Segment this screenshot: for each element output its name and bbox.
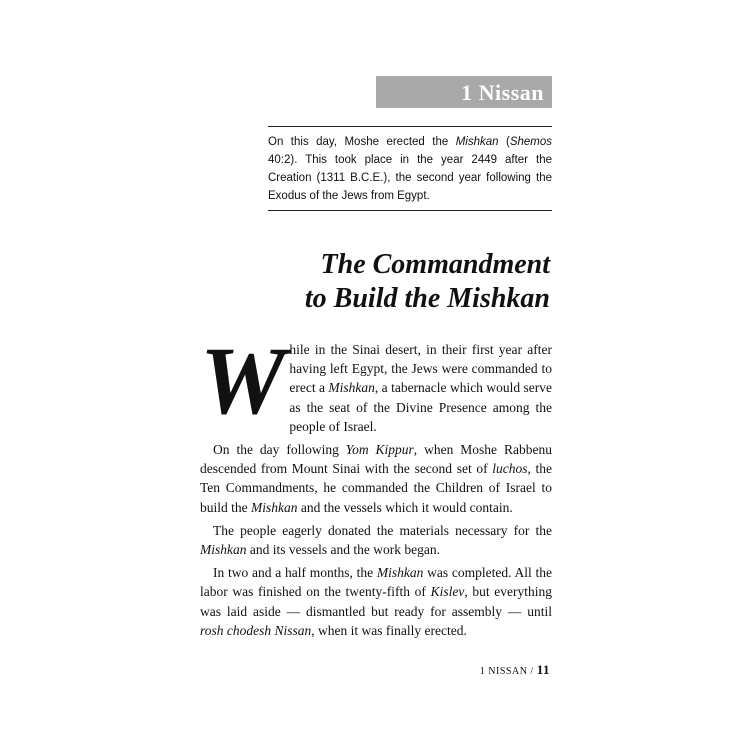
paragraph-emphasis: Mishkan <box>376 565 424 581</box>
page-footer <box>480 662 550 678</box>
body-text <box>200 327 553 640</box>
paragraph-text: , when it was finally erected. <box>311 622 467 638</box>
paragraph-text: , but everything was laid aside — dismantled but ready for assembly — until <box>200 584 553 619</box>
chapter-title-line-1: The Commandment <box>320 249 550 280</box>
chapter-title-line-2: to Build the Mishkan <box>304 283 550 314</box>
running-head: 1 NISSAN / <box>479 666 537 677</box>
paragraph-text: On the day following <box>213 442 346 458</box>
paragraph-emphasis: Kislev <box>430 584 465 600</box>
page-number: 11 <box>536 662 550 677</box>
paragraph-1 <box>200 327 552 436</box>
paragraph-emphasis: luchos <box>492 461 528 477</box>
paragraph-emphasis: Mishkan <box>328 380 375 396</box>
paragraph-text: The people eagerly donated the materials necessary for the <box>213 522 552 538</box>
intro-text: ( <box>498 136 510 148</box>
paragraph-text: , the Ten Commandments, he commanded the Children of Israel to build the <box>200 461 552 515</box>
paragraph-4 <box>200 563 552 640</box>
paragraph-emphasis: Mishkan <box>251 499 298 515</box>
intro-text: 40:2). This took place in the year 2449 after the Creation (1311 B.C.E.), the second year following the Exodus of the Jews from Egypt. <box>268 154 552 202</box>
paragraph-3 <box>200 521 552 559</box>
paragraph-text: In two and a half months, the <box>213 565 377 581</box>
paragraph-text: and its vessels and the work began. <box>246 542 440 558</box>
date-header-label: 1 Nissan <box>461 80 544 105</box>
paragraph-text: and the vessels which it would contain. <box>297 499 513 515</box>
intro-note <box>268 126 552 211</box>
paragraph-text: was completed. All the labor was finished on the twenty-fifth of <box>200 565 552 600</box>
paragraph-2 <box>200 440 552 517</box>
intro-emphasis: Shemos <box>509 136 553 148</box>
chapter-title <box>305 248 550 316</box>
paragraph-emphasis: Mishkan <box>200 542 247 558</box>
paragraph-text: , a tabernacle which would serve as the seat of the Divine Presence among the people of Israel. <box>289 380 552 434</box>
drop-cap: W <box>200 327 286 434</box>
paragraph-text: hile in the Sinai desert, in their first year after having left Egypt, the Jews were commanded to erect a <box>289 342 552 396</box>
intro-text: On this day, Moshe erected the <box>268 136 456 148</box>
paragraph-emphasis: rosh chodesh Nissan <box>200 622 312 638</box>
date-header-box <box>376 76 552 108</box>
paragraph-emphasis: Yom Kippur <box>345 442 414 458</box>
intro-emphasis: Mishkan <box>455 136 499 148</box>
paragraph-text: , when Moshe Rabbenu descended from Mount Sinai with the second set of <box>200 442 552 477</box>
